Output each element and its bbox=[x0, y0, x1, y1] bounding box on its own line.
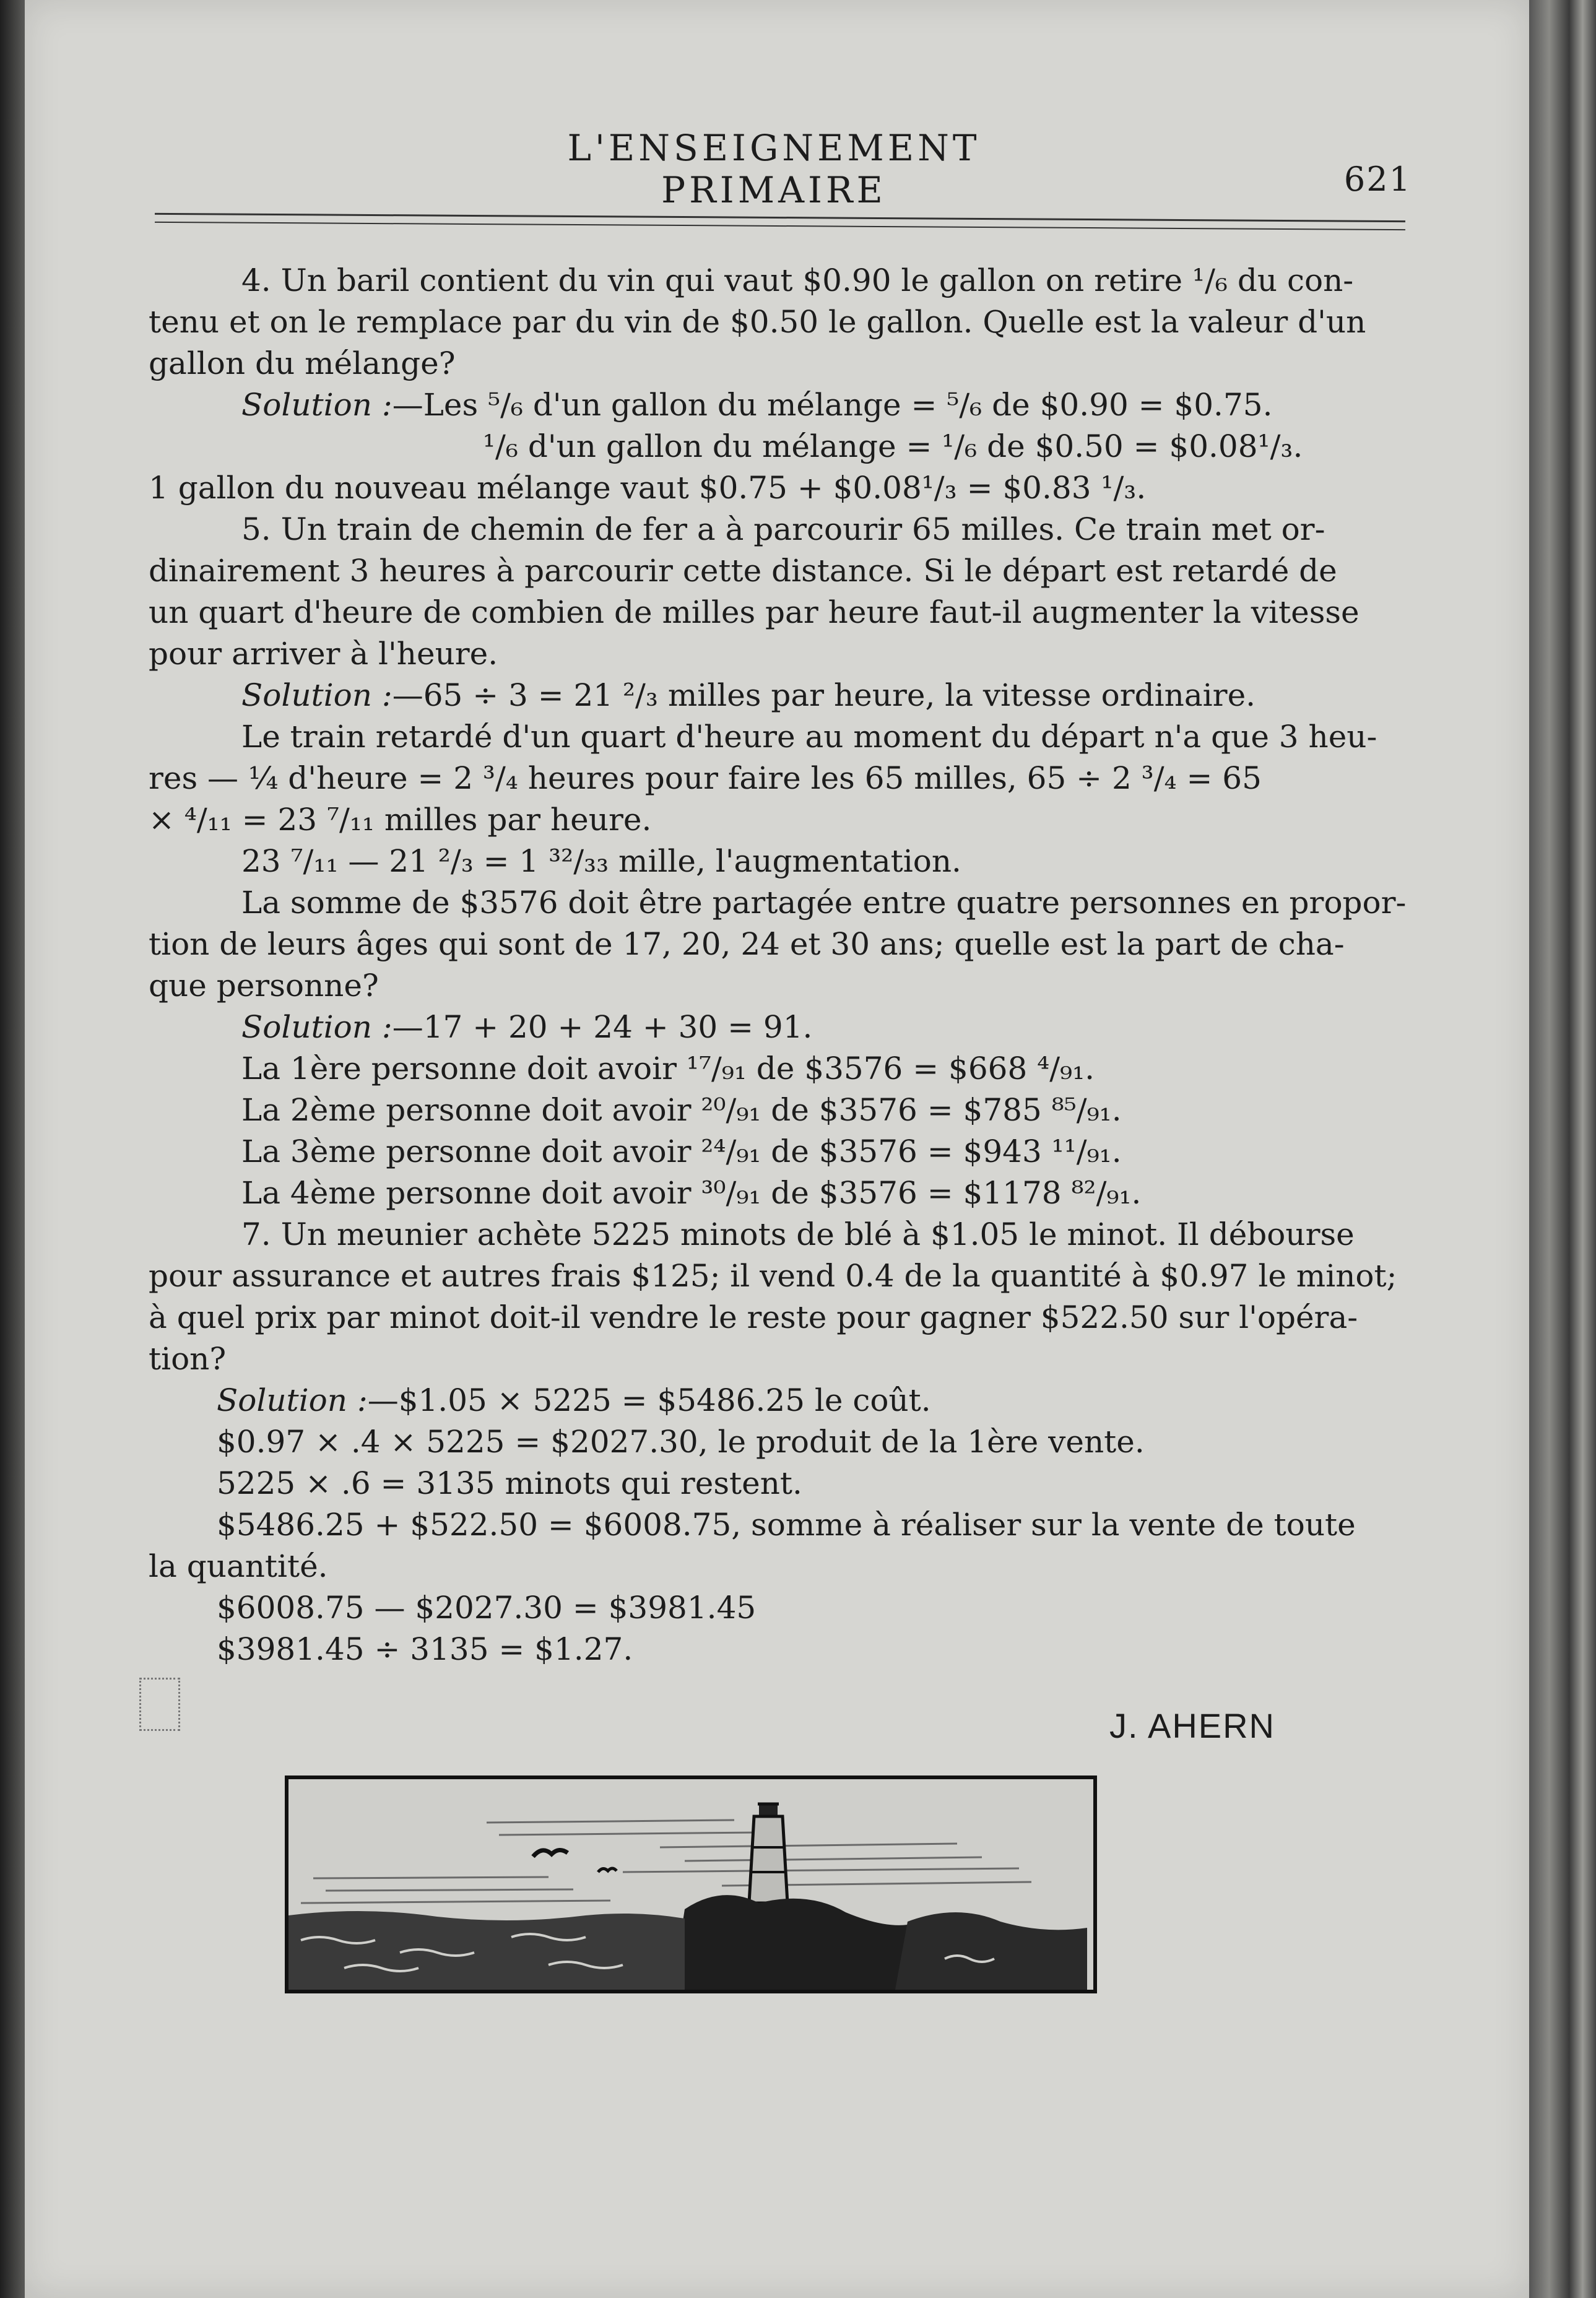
text-line: La 2ème personne doit avoir ²⁰/₉₁ de $3576 = $785 ⁸⁵/₉₁. bbox=[241, 1092, 1122, 1128]
text-line: tenu et on le remplace par du vin de $0.50 le gallon. Quelle est la valeur d'un bbox=[149, 304, 1366, 340]
lighthouse-engraving-icon bbox=[288, 1779, 1093, 1990]
text-line: $3981.45 ÷ 3135 = $1.27. bbox=[217, 1631, 633, 1667]
text-line: que personne? bbox=[149, 968, 379, 1004]
text-line: Solution :—65 ÷ 3 = 21 ²/₃ milles par heure, la vitesse ordinaire. bbox=[241, 677, 1256, 713]
text-line: Solution :—17 + 20 + 24 + 30 = 91. bbox=[241, 1009, 813, 1045]
text-line: un quart d'heure de combien de milles par heure faut-il augmenter la vitesse bbox=[149, 594, 1360, 630]
text-line: 5225 × .6 = 3135 minots qui restent. bbox=[217, 1465, 802, 1501]
text-line: à quel prix par minot doit-il vendre le reste pour gagner $522.50 sur l'opéra- bbox=[149, 1299, 1358, 1335]
margin-mark bbox=[139, 1678, 180, 1731]
lighthouse-vignette bbox=[285, 1776, 1097, 1993]
text-line: 7. Un meunier achète 5225 minots de blé à $1.05 le minot. Il débourse bbox=[241, 1216, 1355, 1252]
text-line: dinairement 3 heures à parcourir cette distance. Si le départ est retardé de bbox=[149, 553, 1337, 589]
text-line: la quantité. bbox=[149, 1548, 328, 1584]
text-line: La somme de $3576 doit être partagée entre quatre personnes en propor- bbox=[241, 885, 1407, 921]
book-gutter-shadow bbox=[0, 0, 25, 2298]
solution-label: Solution : bbox=[217, 1382, 368, 1418]
page-number: 621 bbox=[1343, 160, 1412, 199]
text-line: tion? bbox=[149, 1341, 227, 1377]
header-rule-thin bbox=[155, 222, 1405, 230]
text-line: 1 gallon du nouveau mélange vaut $0.75 + $0.08¹/₃ = $0.83 ¹/₃. bbox=[149, 470, 1147, 506]
text-line: 5. Un train de chemin de fer a à parcourir 65 milles. Ce train met or- bbox=[241, 511, 1325, 547]
text-line: Solution :—$1.05 × 5225 = $5486.25 le coût. bbox=[217, 1382, 931, 1418]
text-line: gallon du mélange? bbox=[149, 345, 456, 381]
header-rule bbox=[155, 213, 1405, 222]
text-line: 23 ⁷/₁₁ — 21 ²/₃ = 1 ³²/₃₃ mille, l'augmentation. bbox=[241, 843, 961, 879]
text-line: pour assurance et autres frais $125; il vend 0.4 de la quantité à $0.97 le minot; bbox=[149, 1258, 1397, 1294]
text-line: ¹/₆ d'un gallon du mélange = ¹/₆ de $0.50 = $0.08¹/₃. bbox=[483, 428, 1303, 464]
text-line: tion de leurs âges qui sont de 17, 20, 24 et 30 ans; quelle est la part de cha- bbox=[149, 926, 1345, 962]
text-line: La 3ème personne doit avoir ²⁴/₉₁ de $3576 = $943 ¹¹/₉₁. bbox=[241, 1134, 1122, 1169]
book-page bbox=[25, 0, 1529, 2298]
solution-label: Solution : bbox=[241, 387, 392, 423]
book-edge bbox=[1529, 0, 1596, 2298]
text-line: 4. Un baril contient du vin qui vaut $0.90 le gallon on retire ¹/₆ du con- bbox=[241, 262, 1354, 298]
text-line: Solution :—Les ⁵/₆ d'un gallon du mélange = ⁵/₆ de $0.90 = $0.75. bbox=[241, 387, 1273, 423]
text-line: La 4ème personne doit avoir ³⁰/₉₁ de $3576 = $1178 ⁸²/₉₁. bbox=[241, 1175, 1142, 1211]
text-line: La 1ère personne doit avoir ¹⁷/₉₁ de $3576 = $668 ⁴/₉₁. bbox=[241, 1051, 1095, 1086]
author-signature: J. AHERN bbox=[1109, 1706, 1275, 1745]
text-line: $6008.75 — $2027.30 = $3981.45 bbox=[217, 1590, 757, 1626]
text-line: pour arriver à l'heure. bbox=[149, 636, 498, 672]
text-line: $5486.25 + $522.50 = $6008.75, somme à réaliser sur la vente de toute bbox=[217, 1507, 1356, 1543]
text-line: res — ¼ d'heure = 2 ³/₄ heures pour faire les 65 milles, 65 ÷ 2 ³/₄ = 65 bbox=[149, 760, 1262, 796]
text-line: × ⁴/₁₁ = 23 ⁷/₁₁ milles par heure. bbox=[149, 802, 652, 838]
solution-label: Solution : bbox=[241, 1009, 392, 1045]
body-text bbox=[149, 260, 1418, 1670]
running-title: L'ENSEIGNEMENT PRIMAIRE bbox=[567, 127, 981, 211]
solution-label: Solution : bbox=[241, 677, 392, 713]
text-line: Le train retardé d'un quart d'heure au moment du départ n'a que 3 heu- bbox=[241, 719, 1377, 755]
page-header bbox=[25, 0, 1529, 211]
text-line: $0.97 × .4 × 5225 = $2027.30, le produit de la 1ère vente. bbox=[217, 1424, 1145, 1460]
